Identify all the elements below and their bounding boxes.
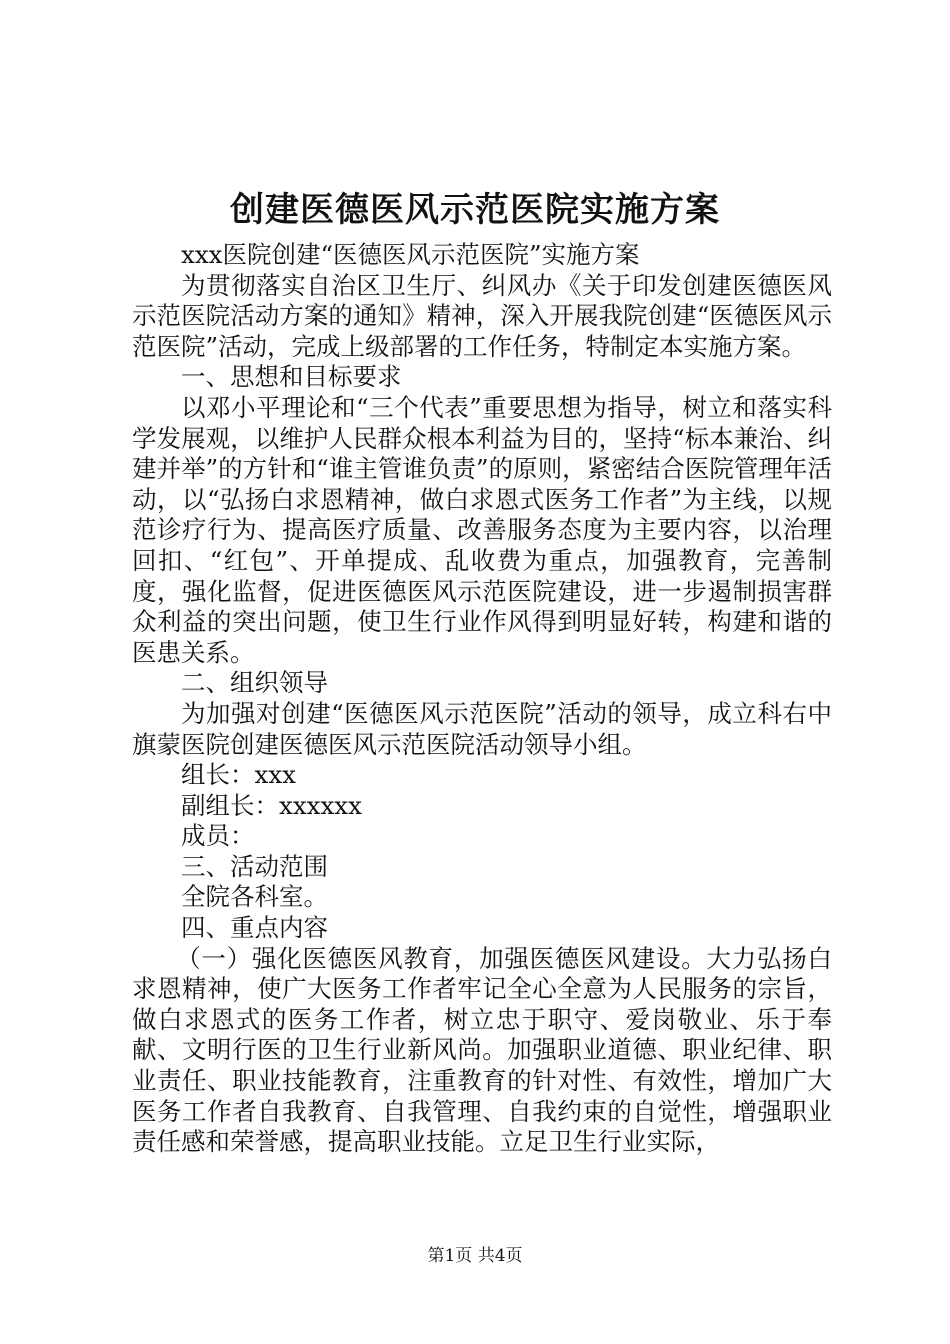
document-title: 创建医德医风示范医院实施方案 xyxy=(230,190,720,230)
paragraph-intro: 为贯彻落实自治区卫生厅、纠风办《关于印发创建医德医风示范医院活动方案的通知》精神，深入开展我院创建“医德医风示范医院”活动，完成上级部署的工作任务，特制定本实施方案。 xyxy=(132,270,832,361)
members-line: 成员： xyxy=(181,821,255,851)
deputy-leader-line: 副组长：xxxxxx xyxy=(181,790,362,820)
paragraph-section-3: 全院各科室。 xyxy=(181,882,328,912)
paragraph-section-4-item-1: （一）强化医德医风教育，加强医德医风建设。大力弘扬白求恩精神，使广大医务工作者牢记全心全意为人民服务的宗旨，做白求恩式的医务工作者，树立忠于职守、爱岗敬业、乐于奉献、文明行医的卫生行业新风尚。加强职业道德、职业纪律、职业责任、职业技能教育，注重教育的针对性、有效性，增加广大医务工作者自我教育、自我管理、自我约束的自觉性，增强职业责任感和荣誉感，提高职业技能。立足卫生行业实际， xyxy=(132,943,832,1157)
section-heading-2: 二、组织领导 xyxy=(181,668,328,698)
page-number: 第1页 共4页 xyxy=(427,1246,523,1266)
document-body xyxy=(132,240,832,1158)
paragraph-section-1: 以邓小平理论和“三个代表”重要思想为指导，树立和落实科学发展观，以维护人民群众根本利益为目的，坚持“标本兼治、纠建并举”的方针和“谁主管谁负责”的原则，紧密结合医院管理年活动，以“弘扬白求恩精神，做白求恩式医务工作者”为主线，以规范诊疗行为、提高医疗质量、改善服务态度为主要内容，以治理回扣、“红包”、开单提成、乱收费为重点，加强教育，完善制度，强化监督，促进医德医风示范医院建设，进一步遏制损害群众利益的突出问题，使卫生行业作风得到明显好转，构建和谐的医患关系。 xyxy=(132,392,832,667)
paragraph-heading-line: xxx医院创建“医德医风示范医院”实施方案 xyxy=(181,240,640,269)
leader-line: 组长：xxx xyxy=(181,760,296,790)
section-heading-3: 三、活动范围 xyxy=(181,851,328,881)
section-heading-4: 四、重点内容 xyxy=(181,913,328,943)
section-heading-1: 一、思想和目标要求 xyxy=(181,362,402,392)
paragraph-section-2: 为加强对创建“医德医风示范医院”活动的领导，成立科右中旗蒙医院创建医德医风示范医院活动领导小组。 xyxy=(132,698,832,759)
